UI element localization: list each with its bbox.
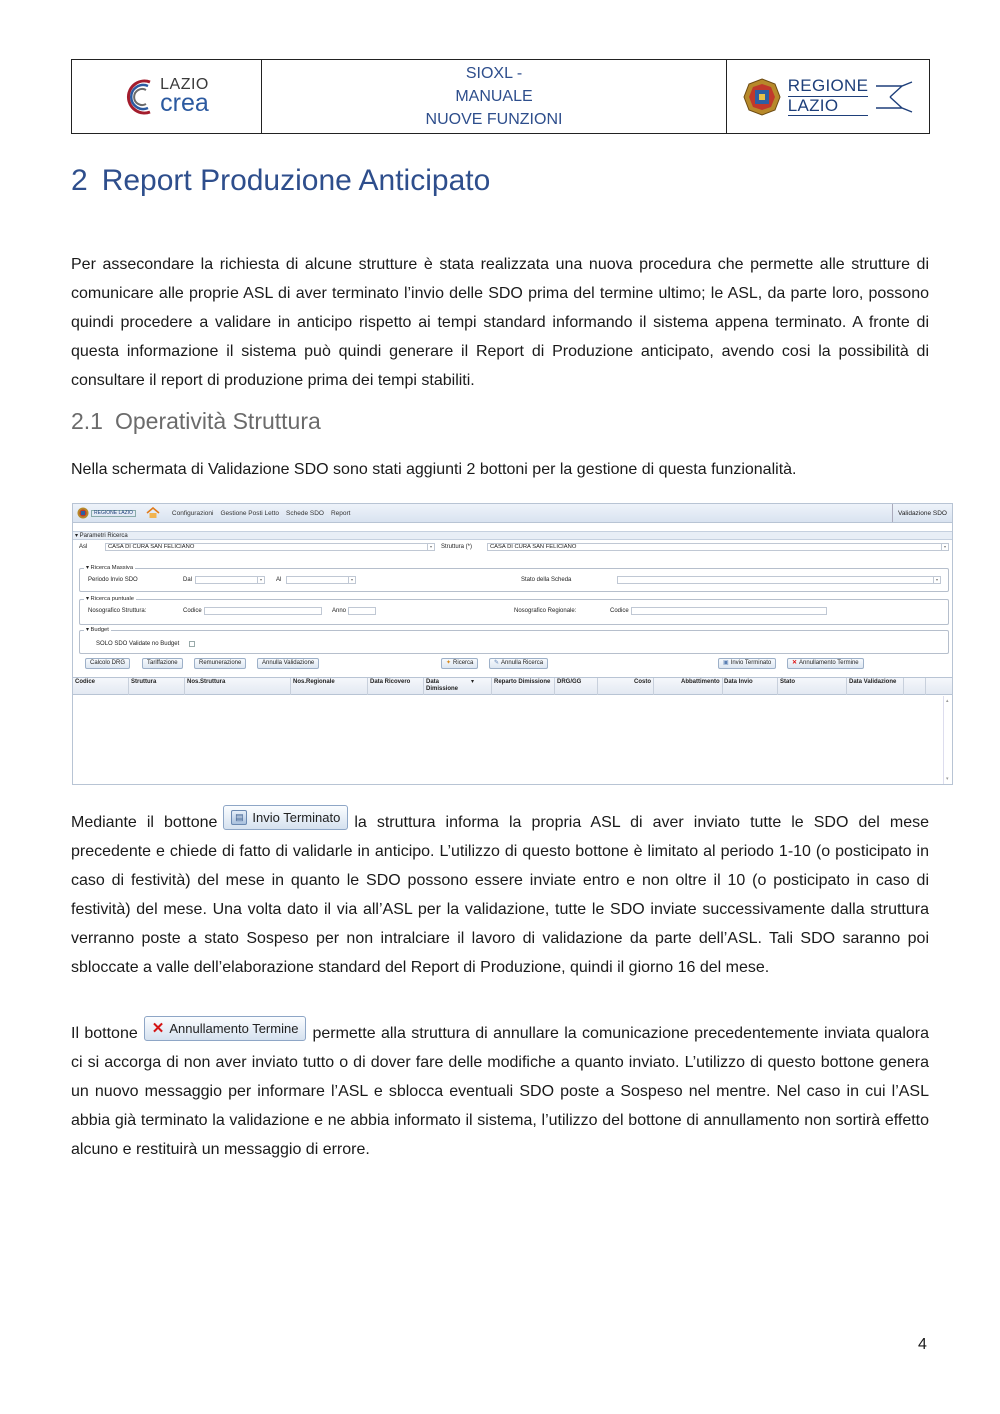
annulla-validazione-button[interactable] <box>257 658 319 669</box>
ricerca-puntuale-group <box>79 596 949 625</box>
ricerca-puntuale-title[interactable]: ▾ Ricerca puntuale <box>86 596 135 602</box>
codice-label: Codice <box>183 608 202 614</box>
clear-search-icon: ✎ <box>494 660 500 666</box>
section-number: 2.1 <box>71 408 103 434</box>
col-separator <box>722 678 723 695</box>
budget-title[interactable]: ▾ Budget <box>86 627 109 633</box>
chapter-title: Report Produzione Anticipato <box>101 164 491 197</box>
invio-terminato-button[interactable] <box>718 658 776 669</box>
validazione-sdo-screenshot <box>72 503 953 785</box>
scroll-up-icon[interactable]: ▴ <box>946 698 949 704</box>
invio-text-before: Mediante il bottone <box>71 814 218 831</box>
col-costo[interactable]: Costo <box>634 679 651 685</box>
page-number: 4 <box>918 1336 927 1353</box>
al-calendar-icon[interactable]: ▾ <box>348 577 355 583</box>
col-nos-struttura[interactable]: Nos.Struttura <box>187 679 226 685</box>
struttura-dropdown-icon: ▾ <box>941 544 948 550</box>
regione-lazio-logo <box>742 77 915 117</box>
asl-dropdown-icon: ▾ <box>427 544 434 550</box>
codice-regionale-input[interactable] <box>631 607 827 615</box>
col-struttura[interactable]: Struttura <box>131 679 157 685</box>
stato-dropdown-icon: ▾ <box>933 577 940 583</box>
anno-input[interactable] <box>348 607 376 615</box>
struttura-label: Struttura (*) <box>441 544 473 550</box>
col-data-invio[interactable]: Data Invio <box>724 679 753 685</box>
lazio-crea-c-icon <box>124 76 156 118</box>
anno-label: Anno <box>332 608 347 614</box>
asl-value: CASA DI CURA SAN FELICIANO <box>108 544 195 550</box>
invio-text-after: la struttura informa la propria ASL di aver inviato tutte le SDO del mese precedente e chiede di fatto di validarle in anticipo. L’utilizzo di questo bottone è limitato al periodo 1-10 (o posticipato in caso di festività) del mese in quanto le SDO possono essere inviate entro e non oltre il 10 (o posticipato in caso di festività) del mese. Una volta dato il via all’ASL per la validazione, tutte le SDO inviate successivamente dalla struttura verranno poste a stato Sospeso per non intralciare il lavoro di validazione da parte dell’ASL. Tali SDO saranno poi sbloccate a valle dell’elaborazione standard del Report di Produzione, quindi il giorno 16 del mese. <box>71 814 929 976</box>
dal-calendar-icon[interactable]: ▾ <box>257 577 264 583</box>
ricerca-button[interactable] <box>441 658 478 669</box>
budget-group <box>79 627 949 654</box>
chapter-number: 2 <box>71 164 88 197</box>
results-grid-header <box>73 677 952 695</box>
col-separator <box>846 678 847 695</box>
asl-select[interactable] <box>105 543 435 551</box>
header-title-cell <box>262 60 727 133</box>
annullamento-termine-paragraph <box>71 1019 929 1164</box>
col-data-dimissione[interactable]: Data Dimissione <box>426 679 459 692</box>
al-date-field[interactable] <box>286 576 356 584</box>
codice-regionale-label: Codice <box>610 608 629 614</box>
search-icon: ✦ <box>446 660 452 666</box>
col-data-validazione[interactable]: Data Validazione <box>849 679 897 685</box>
chapter-heading <box>71 164 490 198</box>
col-separator <box>367 678 368 695</box>
ricerca-label: Ricerca <box>453 660 474 666</box>
col-separator <box>423 678 424 695</box>
intro-paragraph: Per assecondare la richiesta di alcune strutture è stata realizzata una nuova procedura che permette alle strutture di comunicare alle proprie ASL di aver terminato l’invio delle SDO prima del termine ultimo; le ASL, da parte loro, possono quindi procedere a validare in anticipo rispetto ai tempi standard informando il sistema appena terminato. A fronte di questa informazione il sistema può quindi generare il Report di Produzione anticipato, avendo cosi la possibilità di consultare il report di produzione prima dei tempi stabiliti. <box>71 256 929 389</box>
dal-date-field[interactable] <box>195 576 265 584</box>
asl-label: Asl <box>79 544 88 550</box>
scroll-down-icon[interactable]: ▾ <box>946 776 949 782</box>
annulla-validazione-label: Annulla Validazione <box>262 660 315 666</box>
col-separator <box>128 678 129 695</box>
document-header <box>71 59 930 134</box>
annulla-text-before: Il bottone <box>71 1025 138 1042</box>
solo-sdo-label: SOLO SDO Validate no Budget <box>96 641 180 647</box>
app-toolbar <box>73 504 952 523</box>
regione-emblem-icon <box>742 77 782 117</box>
logo-regione-text: REGIONE <box>787 75 869 95</box>
results-grid-body <box>73 696 952 784</box>
col-separator <box>653 678 654 695</box>
invio-terminato-paragraph <box>71 808 929 982</box>
header-line-1: SIOXL - <box>465 65 523 82</box>
invio-terminato-label: Invio Terminato <box>730 660 772 666</box>
app-logo <box>77 507 136 519</box>
col-stato[interactable]: Stato <box>780 679 795 685</box>
asl-row <box>73 542 952 553</box>
col-codice[interactable]: Codice <box>75 679 96 685</box>
stato-scheda-label: Stato della Scheda <box>521 577 572 583</box>
cancel-x-icon: ✕ <box>792 660 798 666</box>
col-drg-gg[interactable]: DRG/GG <box>557 679 582 685</box>
params-panel-header[interactable]: ▾ Parametri Ricerca <box>73 531 952 540</box>
logo-lazio-text: LAZIO <box>160 76 209 93</box>
header-line-2: MANUALE <box>455 88 533 105</box>
col-separator <box>925 678 926 695</box>
periodo-label: Periodo Invio SDO <box>88 577 138 583</box>
inline-annullamento-termine-image <box>144 1016 307 1041</box>
inline-invio-terminato-image <box>223 805 348 830</box>
tariffazione-label: Tariffazione <box>147 660 178 666</box>
logo-lazio-region-text: LAZIO <box>788 97 869 117</box>
tariffazione-button[interactable] <box>142 658 183 669</box>
menu-item-schede-sdo[interactable]: Schede SDO <box>286 509 324 517</box>
solo-sdo-checkbox[interactable] <box>189 641 195 647</box>
header-line-3: NUOVE FUNZIONI <box>425 111 563 128</box>
noso-struttura-label: Nosografico Struttura: <box>88 608 147 614</box>
app-main-menu <box>172 510 351 517</box>
results-scrollbar[interactable] <box>943 696 952 784</box>
inline-annullamento-termine-label: Annullamento Termine <box>169 1021 299 1037</box>
save-icon: ▤ <box>231 810 247 825</box>
section-heading <box>71 408 321 435</box>
col-abbattimento[interactable]: Abbattimento <box>681 679 720 685</box>
col-separator <box>777 678 778 695</box>
annullamento-termine-button[interactable] <box>787 658 864 669</box>
al-label: Al <box>276 577 282 583</box>
stato-scheda-select[interactable] <box>617 576 941 584</box>
section-intro-paragraph: Nella schermata di Validazione SDO sono stati aggiunti 2 bottoni per la gestione di questa funzionalità. <box>71 461 797 478</box>
menu-item-report[interactable]: Report <box>330 509 351 517</box>
dal-label: Dal <box>183 577 193 583</box>
col-data-ricovero[interactable]: Data Ricovero <box>370 679 411 685</box>
regione-chevron-icon <box>874 80 914 114</box>
lazio-crea-logo-cell <box>72 60 262 133</box>
col-separator <box>903 678 904 695</box>
col-separator <box>554 678 555 695</box>
col-nos-regionale[interactable]: Nos.Regionale <box>293 679 335 685</box>
calcolo-drg-label: Calcolo DRG <box>90 660 126 666</box>
app-logo-emblem-icon <box>77 507 89 519</box>
annulla-ricerca-button[interactable] <box>489 658 548 669</box>
inline-invio-terminato-label: Invio Terminato <box>252 810 341 826</box>
col-separator <box>184 678 185 695</box>
cancel-x-icon: ✕ <box>151 1020 165 1038</box>
ricerca-massiva-title[interactable]: ▾ Ricerca Massiva <box>86 565 134 571</box>
remunerazione-button[interactable] <box>194 658 246 669</box>
annulla-text-after: permette alla struttura di annullare la comunicazione precedentemente inviata qualora ci si accorga di non aver inviato tutto o di dover fare delle modifiche a quanto inviato. L’utilizzo di questo bottone genera un nuovo messaggio per informare l’ASL e sblocca eventuali SDO poste a Sospeso nel mentre. Nel caso in cui l’ASL abbia già terminato la validazione e ne abbia informato il sistema, l’utilizzo del bottone di annullamento non sortirà effetto alcuno e restituirà un messaggio di errore. <box>71 1025 930 1158</box>
col-separator <box>290 678 291 695</box>
lazio-crea-logo <box>124 76 209 118</box>
menu-item-configurazioni[interactable]: Configurazioni <box>171 509 214 517</box>
app-window-title: Validazione SDO <box>892 504 952 522</box>
app-logo-text: REGIONE LAZIO <box>91 510 136 517</box>
ricerca-massiva-group <box>79 565 949 592</box>
remunerazione-label: Remunerazione <box>199 660 242 666</box>
col-reparto-dimissione[interactable]: Reparto Dimissione <box>494 679 551 685</box>
noso-regionale-label: Nosografico Regionale: <box>514 608 577 614</box>
annullamento-termine-label: Annullamento Termine <box>799 660 859 666</box>
col-separator <box>491 678 492 695</box>
col-separator <box>597 678 598 695</box>
struttura-select[interactable] <box>487 543 949 551</box>
menu-item-gestione-posti-letto[interactable]: Gestione Posti Letto <box>220 509 280 517</box>
struttura-value: CASA DI CURA SAN FELICIANO <box>490 544 577 550</box>
sort-arrow-icon[interactable]: ▾ <box>471 679 475 685</box>
annulla-ricerca-label: Annulla Ricerca <box>501 660 544 666</box>
home-icon[interactable] <box>146 507 160 519</box>
calcolo-drg-button[interactable] <box>85 658 130 669</box>
save-icon: ▣ <box>723 660 729 666</box>
codice-struttura-input[interactable] <box>204 607 322 615</box>
regione-lazio-logo-cell <box>727 60 929 133</box>
logo-crea-text: crea <box>160 89 209 117</box>
section-title: Operatività Struttura <box>114 408 321 434</box>
